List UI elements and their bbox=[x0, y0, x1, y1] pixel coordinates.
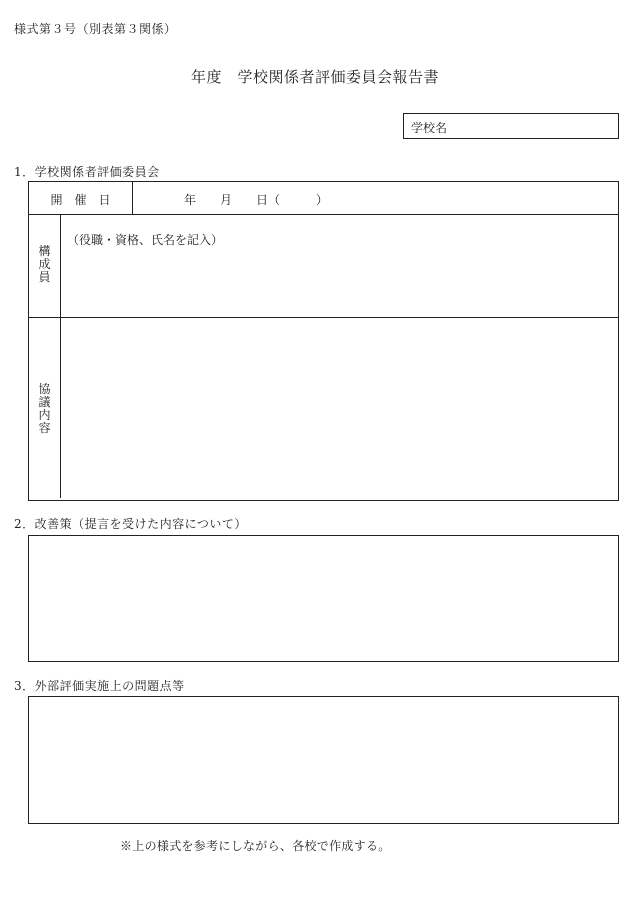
section3-heading: 3．外部評価実施上の問題点等 bbox=[14, 679, 185, 693]
date-value-field[interactable]: 年 月 日（ ） bbox=[184, 193, 329, 207]
section2-heading: 2．改善策（提言を受けた内容について） bbox=[14, 517, 247, 531]
section1-heading: 1．学校関係者評価委員会 bbox=[14, 165, 160, 179]
school-name-field[interactable] bbox=[403, 113, 619, 139]
discussion-label: 協 議 内 容 bbox=[38, 382, 51, 435]
members-note: （役職・資格、氏名を記入） bbox=[67, 233, 224, 247]
form-id: 様式第３号（別表第３関係） bbox=[14, 22, 177, 36]
committee-table bbox=[28, 181, 619, 501]
document-title: 年度 学校関係者評価委員会報告書 bbox=[190, 68, 439, 86]
footnote: ※上の様式を参考にしながら、各校で作成する。 bbox=[120, 839, 391, 853]
discussion-label-cell bbox=[29, 318, 61, 498]
members-label-cell bbox=[29, 215, 61, 317]
members-label: 構 成 員 bbox=[38, 244, 51, 284]
date-label: 開 催 日 bbox=[50, 193, 111, 207]
members-row[interactable] bbox=[29, 215, 618, 318]
improvement-measures-field[interactable] bbox=[28, 535, 619, 662]
school-name-label: 学校名 bbox=[411, 121, 448, 135]
external-evaluation-issues-field[interactable] bbox=[28, 696, 619, 824]
discussion-row[interactable] bbox=[29, 318, 618, 498]
date-label-cell bbox=[29, 182, 133, 214]
date-row bbox=[29, 182, 618, 215]
